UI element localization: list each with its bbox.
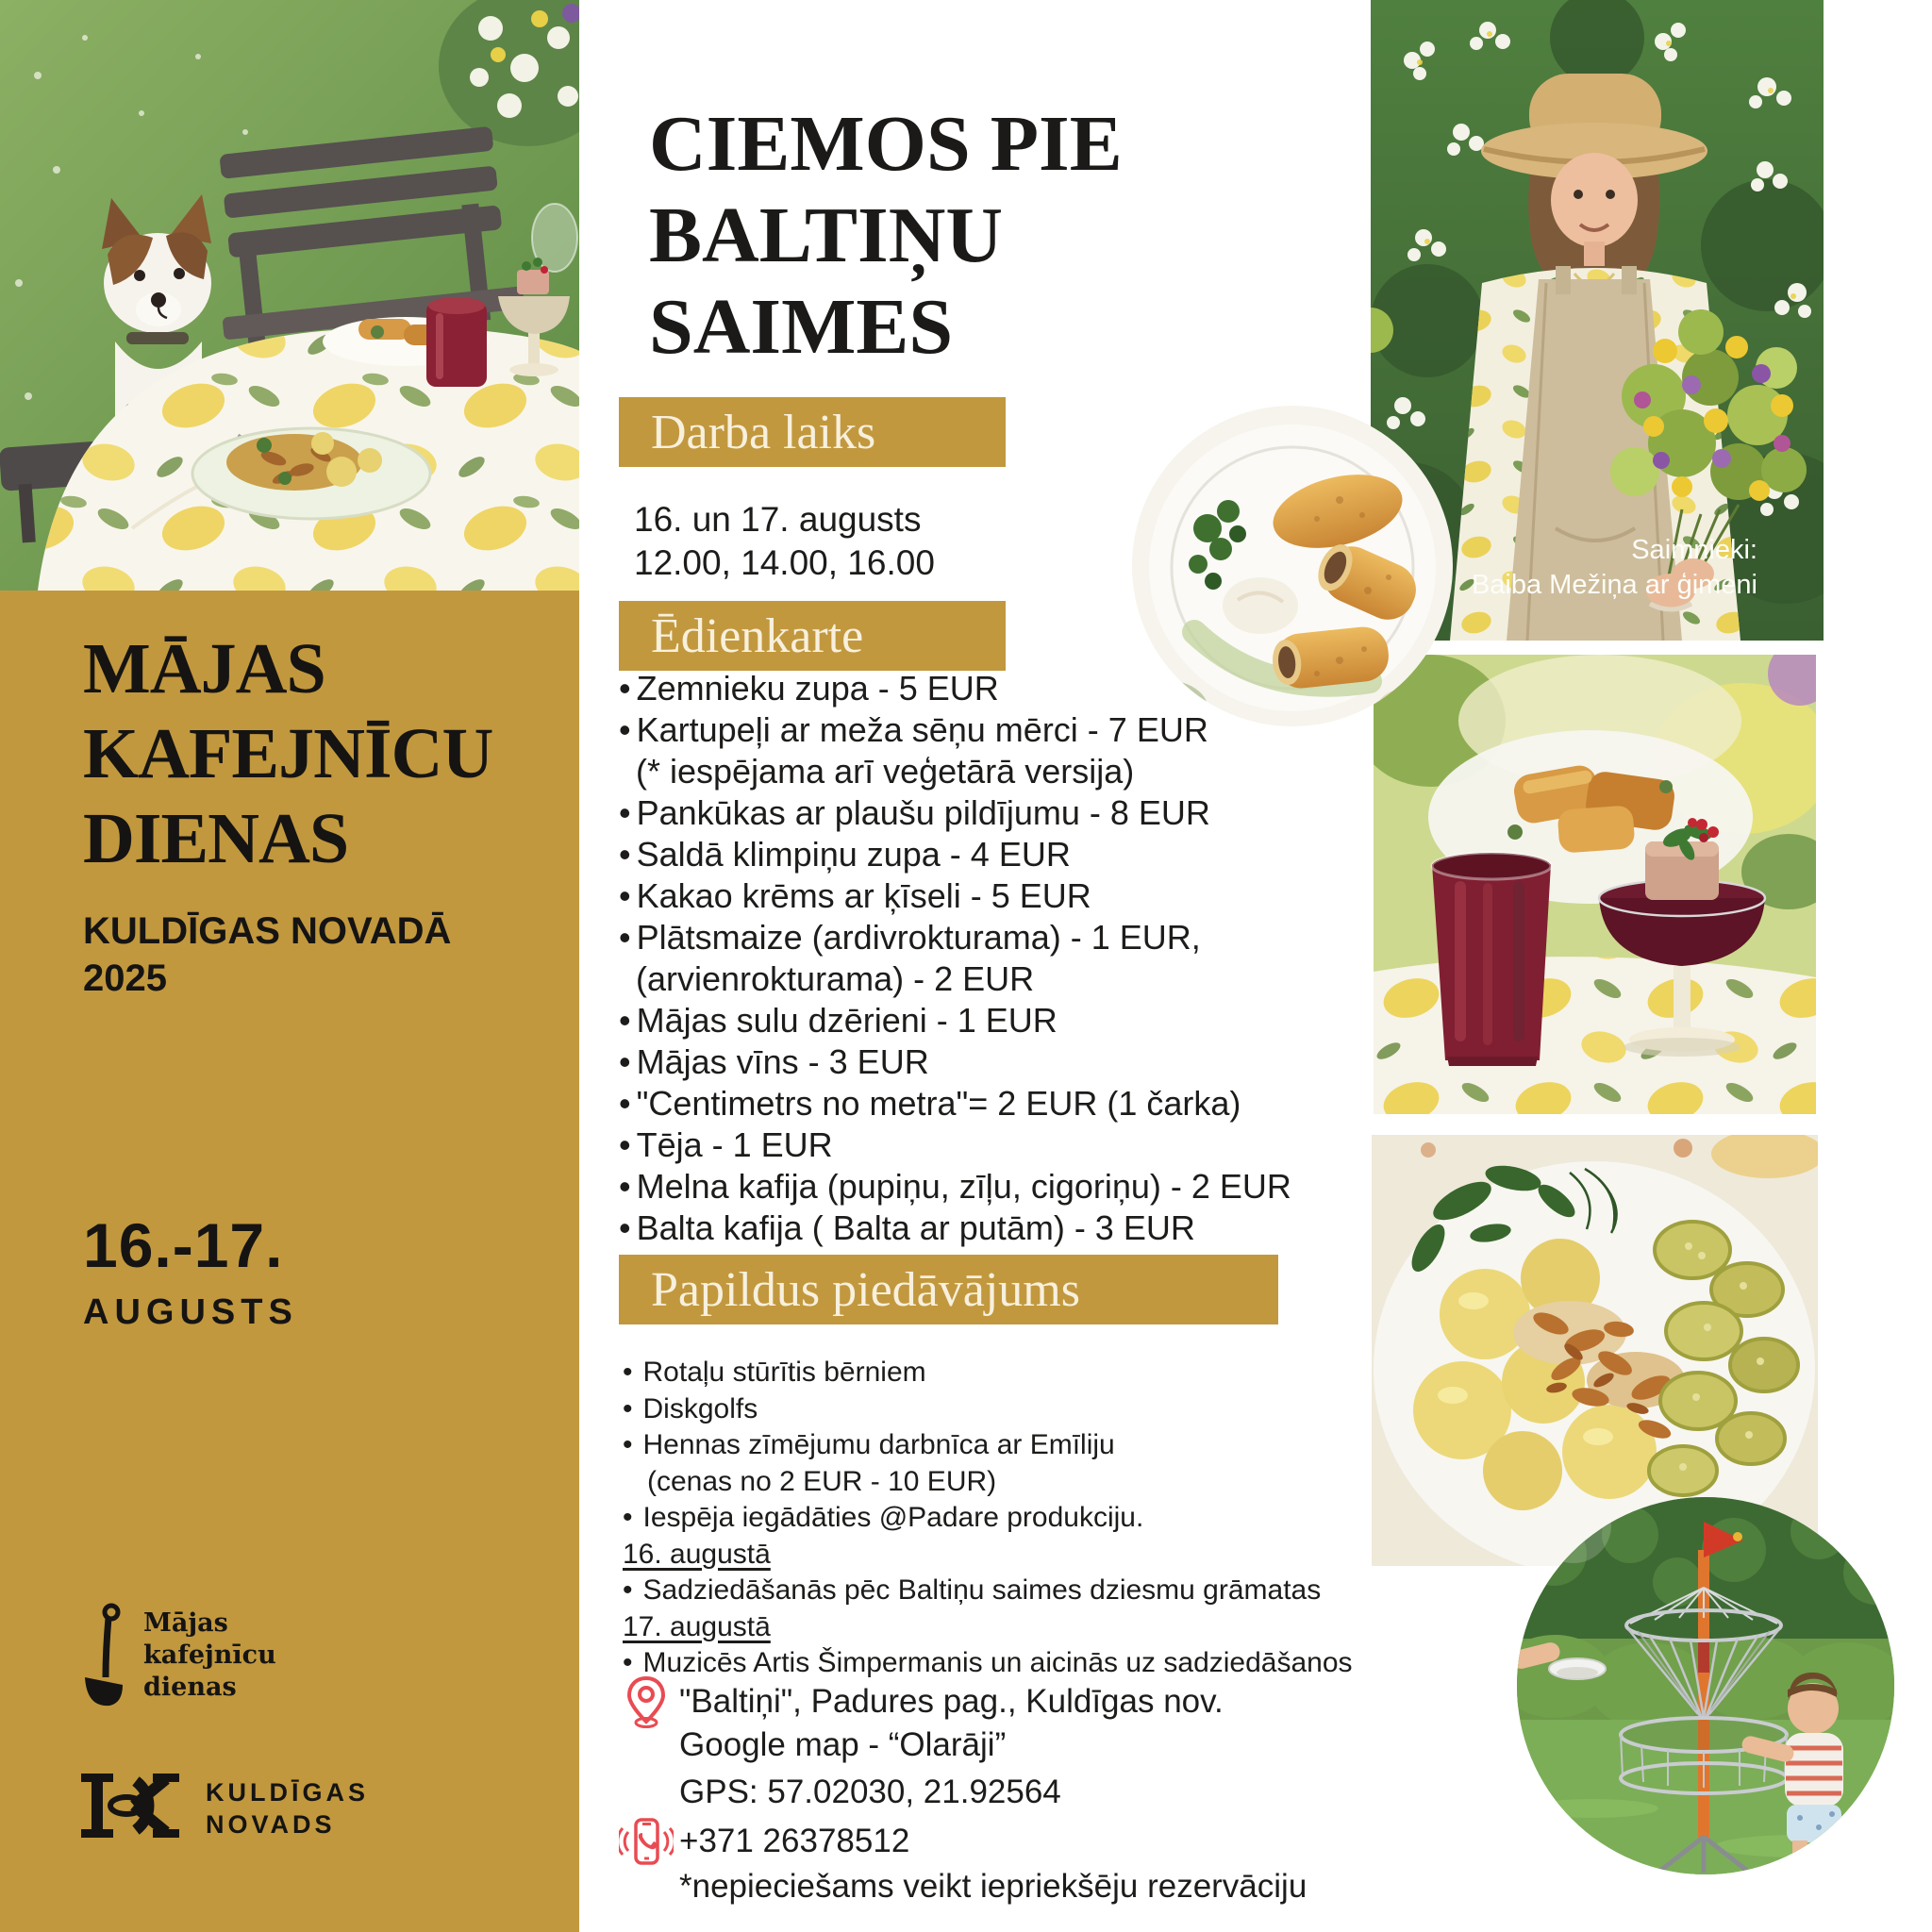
opening-hours-line: 16. un 17. augusts (634, 500, 922, 539)
logo-text-line: dienas (143, 1673, 237, 1702)
event-subtitle (83, 908, 451, 1002)
majas-kafejnicu-dienas-logo (83, 1602, 276, 1718)
photo-stuffed-pancakes-circle (1132, 406, 1453, 726)
reservation-note: *nepieciešams veikt iepriekšēju rezervāciju (679, 1868, 1307, 1905)
event-subtitle-line: KULDĪGAS NOVADĀ (83, 910, 452, 952)
menu-item: • Plātsmaize (ardivrokturama) - 1 EUR, (619, 917, 1291, 958)
logo-text (206, 1776, 369, 1840)
menu-item: • Pankūkas ar plaušu pildījumu - 8 EUR (619, 792, 1291, 834)
extras-item: • Rotaļu stūrītis bērniem (623, 1355, 1353, 1391)
phone-line: +371 26378512 (679, 1823, 910, 1859)
logo-text-line: NOVADS (206, 1809, 336, 1839)
section-heading-darba-laiks (619, 397, 1006, 467)
menu-item: • Melna kafija (pupiņu, zīļu, cigoriņu) - 2 EUR (619, 1166, 1291, 1208)
photo-dog-at-garden-table (0, 0, 579, 591)
menu-item: • Zemnieku zupa - 5 EUR (619, 668, 1291, 709)
menu-item: • Mājas vīns - 3 EUR (619, 1041, 1291, 1083)
gps-line: GPS: 57.02030, 21.92564 (679, 1774, 1061, 1810)
section-heading-label: Darba laiks (651, 405, 876, 459)
hosts-caption-line: Baiba Mežiņa ar ģimeni (1471, 570, 1757, 600)
contact-block (613, 1674, 1307, 1910)
event-title (83, 626, 492, 881)
kuldigas-novads-logo (77, 1770, 369, 1846)
extras-item: • Hennas zīmējumu darbnīca ar Emīliju (623, 1427, 1353, 1464)
menu-list (619, 668, 1291, 1249)
extras-item: • Diskgolfs (623, 1391, 1353, 1428)
photo-berry-drink-and-dessert (1374, 655, 1816, 1114)
event-title-line: KAFEJNĪCU (83, 714, 493, 793)
logo-text (143, 1602, 276, 1704)
ladle-icon (83, 1602, 125, 1718)
photo-disc-golf-circle (1517, 1497, 1894, 1874)
address-line: "Baltiņi", Padures pag., Kuldīgas nov. (679, 1683, 1224, 1720)
extras-item: • Iespēja iegādāties @Padare produkciju. (623, 1500, 1353, 1537)
menu-item: • "Centimetrs no metra"= 2 EUR (1 čarka) (619, 1083, 1291, 1124)
menu-item: • Saldā klimpiņu zupa - 4 EUR (619, 834, 1291, 875)
section-heading-label: Papildus piedāvājums (651, 1262, 1080, 1317)
map-pin-icon (613, 1674, 679, 1729)
section-heading-papildus (619, 1255, 1278, 1324)
opening-hours (634, 498, 935, 585)
hosts-caption-line: Saimnieki: (1631, 535, 1757, 565)
event-date-month: AUGUSTS (83, 1292, 298, 1332)
section-heading-edienkarte (619, 601, 1006, 671)
page-title-line: BALTIŅU (649, 192, 1004, 279)
event-subtitle-line: 2025 (83, 958, 167, 999)
extras-list (623, 1355, 1353, 1682)
menu-item: • Balta kafija ( Balta ar putām) - 3 EUR (619, 1208, 1291, 1249)
kuldigas-novads-k-mark-icon (77, 1770, 183, 1846)
logo-text-line: kafejnīcu (143, 1641, 276, 1670)
menu-item: • Kartupeļi ar meža sēņu mērci - 7 EUR (619, 709, 1291, 751)
event-date-range: 16.-17. (83, 1210, 284, 1280)
menu-item-note: (arvienrokturama) - 2 EUR (636, 959, 1035, 998)
logo-text-line: KULDĪGAS (206, 1777, 369, 1807)
extras-date-header: 17. augustā (623, 1610, 771, 1642)
page-title-line: SAIMES (649, 283, 954, 371)
extras-item: • Muzicēs Artis Šimpermanis un aicinās uz sadziedāšanos (623, 1645, 1353, 1682)
menu-item: • Kakao krēms ar ķīseli - 5 EUR (619, 875, 1291, 917)
map-name-line: Google map - “Olarāji” (679, 1726, 1007, 1763)
event-title-line: DIENAS (83, 799, 349, 878)
page-title-line: CIEMOS PIE (649, 100, 1123, 188)
extras-item: • Sadziedāšanās pēc Baltiņu saimes dziesmu grāmatas (623, 1573, 1353, 1609)
photo-potatoes-mushrooms-pickles (1372, 1135, 1818, 1566)
menu-item-note: (* iespējama arī veģetārā versija) (636, 752, 1135, 791)
extras-date-header: 16. augustā (623, 1538, 771, 1570)
event-title-line: MĀJAS (83, 629, 325, 708)
menu-item: • Tēja - 1 EUR (619, 1124, 1291, 1166)
extras-item-note: (cenas no 2 EUR - 10 EUR) (647, 1465, 997, 1497)
logo-text-line: Mājas (143, 1608, 228, 1638)
opening-hours-line: 12.00, 14.00, 16.00 (634, 543, 935, 582)
phone-ring-icon (613, 1816, 679, 1867)
page-title (649, 98, 1123, 373)
hosts-caption (1472, 533, 1757, 603)
menu-item: • Mājas sulu dzērieni - 1 EUR (619, 1000, 1291, 1041)
section-heading-label: Ēdienkarte (651, 608, 864, 663)
